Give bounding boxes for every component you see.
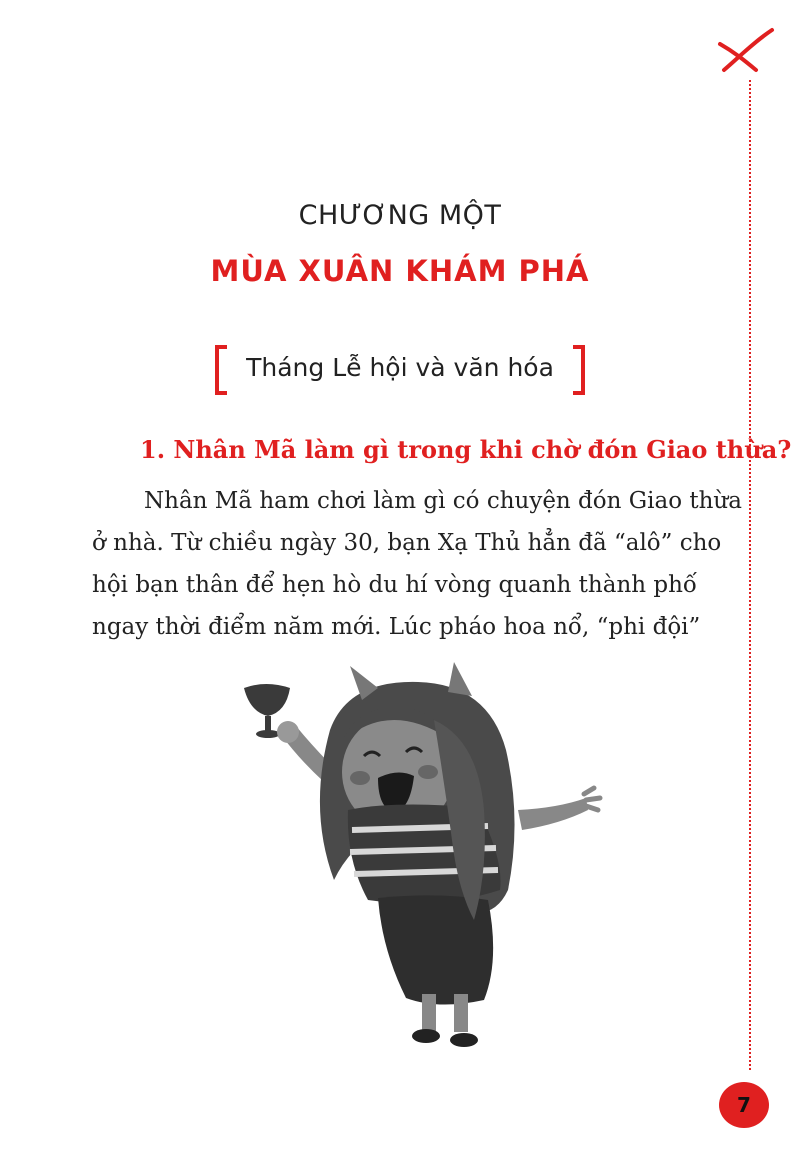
page-number: 7: [737, 1093, 751, 1117]
section-title: Tháng Lễ hội và văn hóa: [246, 353, 554, 382]
body-line: ở nhà. Từ chiều ngày 30, bạn Xạ Thủ hẳn đã “alô” cho: [92, 530, 722, 556]
section-heading: [215, 345, 585, 395]
chapter-label: CHƯƠNG MỘT: [298, 200, 502, 231]
cross-mark-icon: [716, 22, 776, 82]
body-paragraph: [92, 480, 742, 648]
body-line: hội bạn thân để hẹn hò du hí vòng quanh thành phố: [92, 572, 697, 598]
question-heading: 1. Nhân Mã làm gì trong khi chờ đón Giao thừa?: [140, 435, 792, 464]
dotted-margin-line: [749, 80, 751, 1070]
left-bracket: [215, 345, 227, 395]
body-line: ngay thời điểm năm mới. Lúc pháo hoa nổ, “phi đội”: [92, 614, 701, 640]
page-number-badge: [719, 1082, 769, 1128]
body-line: Nhân Mã ham chơi làm gì có chuyện đón Giao thừa: [144, 488, 742, 514]
girl-holding-cup-illustration: [238, 660, 608, 1060]
right-bracket: [573, 345, 585, 395]
chapter-title: MÙA XUÂN KHÁM PHÁ: [210, 254, 590, 288]
